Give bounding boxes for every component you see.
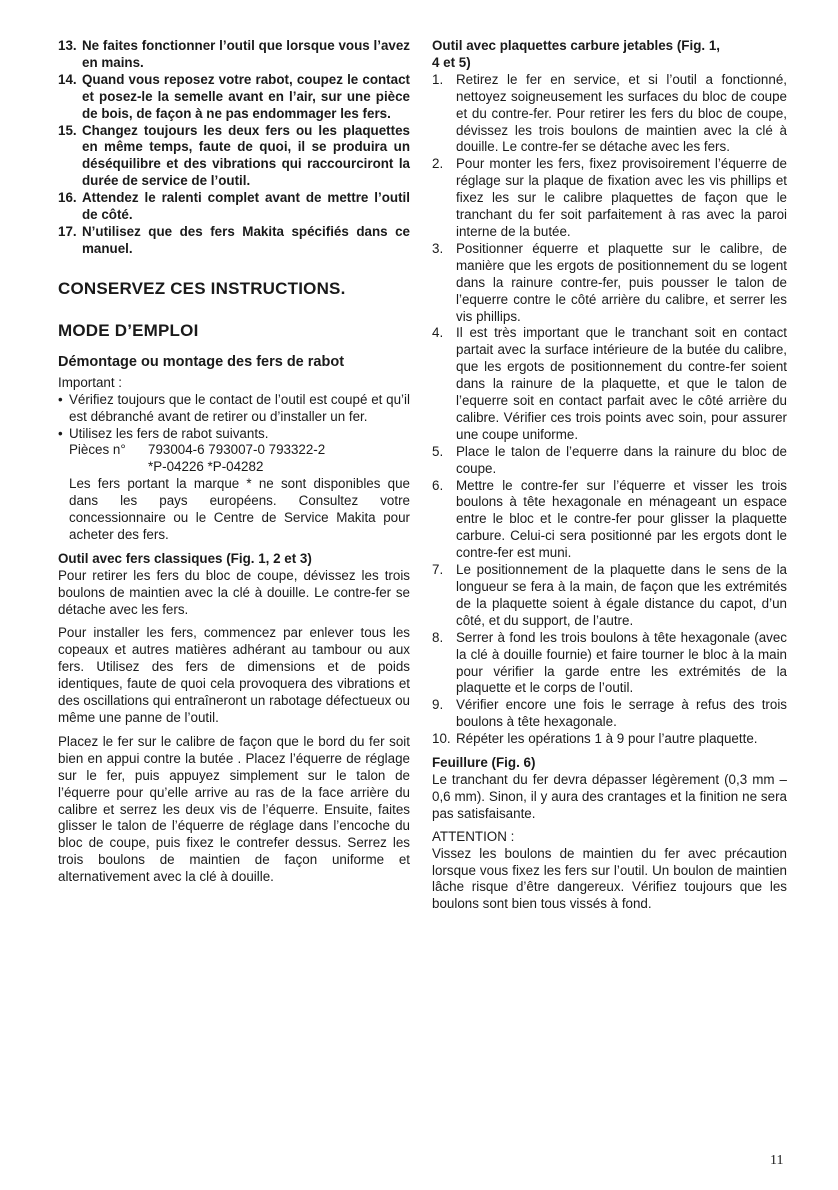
safety-item: 15. Changez toujours les deux fers ou les plaquettes en même temps, faute de quoi, il se produira un déséquilibre et des vibrations qui raccourciront la durée de service de l’outil. bbox=[58, 122, 410, 189]
safety-item: 13. Ne faites fonctionner l’outil que lorsque vous l’avez en mains. bbox=[58, 38, 410, 70]
left-column bbox=[58, 38, 410, 886]
step-item: 10. Répéter les opérations 1 à 9 pour l’autre plaquette. bbox=[432, 731, 758, 747]
important-label: Important : bbox=[58, 374, 123, 390]
parts-line: *P-04226 *P-04282 bbox=[148, 459, 264, 475]
paragraph: Vissez les boulons de maintien du fer avec précaution lorsque vous fixez les fers sur l’outil. Un boulon de maintien lâche risque d’être dangereux. Vérifiez toujours que les boulons sont bien tous vissés à fond. bbox=[432, 845, 787, 912]
mode-heading: MODE D’EMPLOI bbox=[58, 320, 199, 340]
conserve-heading: CONSERVEZ CES INSTRUCTIONS. bbox=[58, 278, 346, 298]
parts-numbers bbox=[69, 442, 410, 476]
safety-item: 17. N’utilisez que des fers Makita spécifiés dans ce manuel. bbox=[58, 223, 410, 256]
list-item: • Vérifiez toujours que le contact de l’outil est coupé et qu’il est débranché avant de retirer ou d’installer un fer. bbox=[58, 391, 410, 424]
step-item: 4. Il est très important que le tranchant soit en contact partait avec la surface intérieure de la butée du calibre, que les ergots de positionnement du contre-fer soient dans la rainure de la plaquette, et que le talon de l’equerre soit en contact parfait avec le côté arrière du calibre. Vérifier ces trois points avec soin, pour assurer une coupe uniforme. bbox=[432, 325, 787, 442]
step-item: 8. Serrer à fond les trois boulons à tête hexagonale (avec la clé à douille fournie) et faire tourner le bloc à la main pour vérifier la garde entre les extrémités de la plaquette et le corps de l’outil. bbox=[432, 629, 787, 696]
step-item: 1. Retirez le fer en service, et si l’outil a fonctionné, nettoyez soigneusement les surfaces du bloc de coupe et du contre-fer. Pour retirer les fers du bloc de coupe, dévissez les trois boulons de maintien avec la clé à douille. Le contre-fer se détache avec les fers. bbox=[432, 71, 787, 155]
list-item: • Utilisez les fers de rabot suivants. Pièces n° 793004-6 793007-0 793322-2 *P-04226 *P-04282 Les fers portant la marque * ne sont disponibles que dans les pays européens. Consultez votre concessionnaire ou le Centre de Service Makita pour acheter des fers. bbox=[58, 425, 410, 542]
bullet-icon: • bbox=[58, 391, 63, 407]
paragraph: Le tranchant du fer devra dépasser légèrement (0,3 mm – 0,6 mm). Sinon, il y aura des crantages et la finition ne sera pas satisfaisante. bbox=[432, 771, 787, 821]
step-item: 7. Le positionnement de la plaquette dans le sens de la longueur se fera à la main, de façon que les extrémités de la plaquette soient à égale distance du capot, d’un côté, et du support, de l’autre. bbox=[432, 562, 787, 628]
parts-line: 793004-6 793007-0 793322-2 bbox=[148, 442, 326, 458]
step-item: 9. Vérifier encore une fois le serrage à refus des trois boulons à tête hexagonale. bbox=[432, 697, 787, 730]
attention-label: ATTENTION : bbox=[432, 828, 515, 844]
parts-label: Pièces n° bbox=[69, 442, 126, 458]
paragraph: Pour installer les fers, commencez par enlever tous les copeaux et autres matières adhérant au tambour ou aux fers. Utilisez des fers de dimensions et de poids identiques, faute de quoi cela provoquera des vibrations et des oscillations qui entraîneront un rabotage défectueux ou même une panne de l’outil. bbox=[58, 625, 410, 725]
safety-item: 14. Quand vous reposez votre rabot, coupez le contact et posez-le la semelle avant en l’air, sur une pièce de bois, de façon à ne pas endommager les fers. bbox=[58, 71, 410, 121]
step-item: 2. Pour monter les fers, fixez provisoirement l’équerre de réglage sur la plaque de fixation avec les vis phillips et fixez les sur le calibre plaquettes de façon que le tranchant du fer soit parfaitement à ras avec la paroi interne de la butée. bbox=[432, 156, 787, 239]
safety-item: 16. Attendez le ralenti complet avant de mettre l’outil de côté. bbox=[58, 190, 410, 223]
important-list bbox=[58, 392, 410, 544]
classic-heading: Outil avec fers classiques (Fig. 1, 2 et 3) bbox=[58, 550, 312, 566]
demontage-heading: Démontage ou montage des fers de rabot bbox=[58, 353, 345, 370]
parts-note: Les fers portant la marque * ne sont disponibles que dans les pays européens. Consultez votre concessionnaire ou le Centre de Service Makita pour acheter des fers. bbox=[69, 476, 410, 542]
page-number: 11 bbox=[770, 1153, 784, 1168]
carbide-heading: Outil avec plaquettes carbure jetables (Fig. 1, 4 et 5) bbox=[432, 38, 720, 70]
feuillure-heading: Feuillure (Fig. 6) bbox=[432, 755, 536, 771]
step-item: 6. Mettre le contre-fer sur l’équerre et visser les trois boulons à tête hexagonale en ménageant un espace entre le bloc et le contre-fer pour glisser la plaquette carbure. Celui-ci sera positionné par les ergots dont le contre-fer est muni. bbox=[432, 477, 787, 561]
paragraph: Pour retirer les fers du bloc de coupe, dévissez les trois boulons de maintien avec la clé à douille. Le contre-fer se détache avec les fers. bbox=[58, 567, 410, 617]
step-item: 5. Place le talon de l’equerre dans la rainure du bloc de coupe. bbox=[432, 443, 787, 476]
steps-list bbox=[432, 72, 787, 748]
safety-list bbox=[58, 38, 410, 258]
bullet-icon: • bbox=[58, 425, 63, 441]
paragraph: Placez le fer sur le calibre de façon que le bord du fer soit bien en appui contre la butée . Placez l’équerre de réglage sur le fer, puis appuyez simplement sur le talon de l’équerre pour qu’elle arrive au ras de la face arrière du calibre et serrez les deux vis de l’équerre. Ensuite, faites glisser le talon de l’équerre de réglage dans l’encoche du bloc de coupe, puis fixez le contrefer dessus. Serrez les trois boulons de maintien de façon uniforme et alternativement avec la clé à douille. bbox=[58, 733, 410, 885]
step-item: 3. Positionner équerre et plaquette sur le calibre, de manière que les ergots de positionnement du se logent dans la rainure contre-fer, puis pousser le talon de l’equerre contre le côté arrière du calibre, et serrer les vis phillips. bbox=[432, 240, 787, 324]
right-column bbox=[432, 38, 787, 913]
